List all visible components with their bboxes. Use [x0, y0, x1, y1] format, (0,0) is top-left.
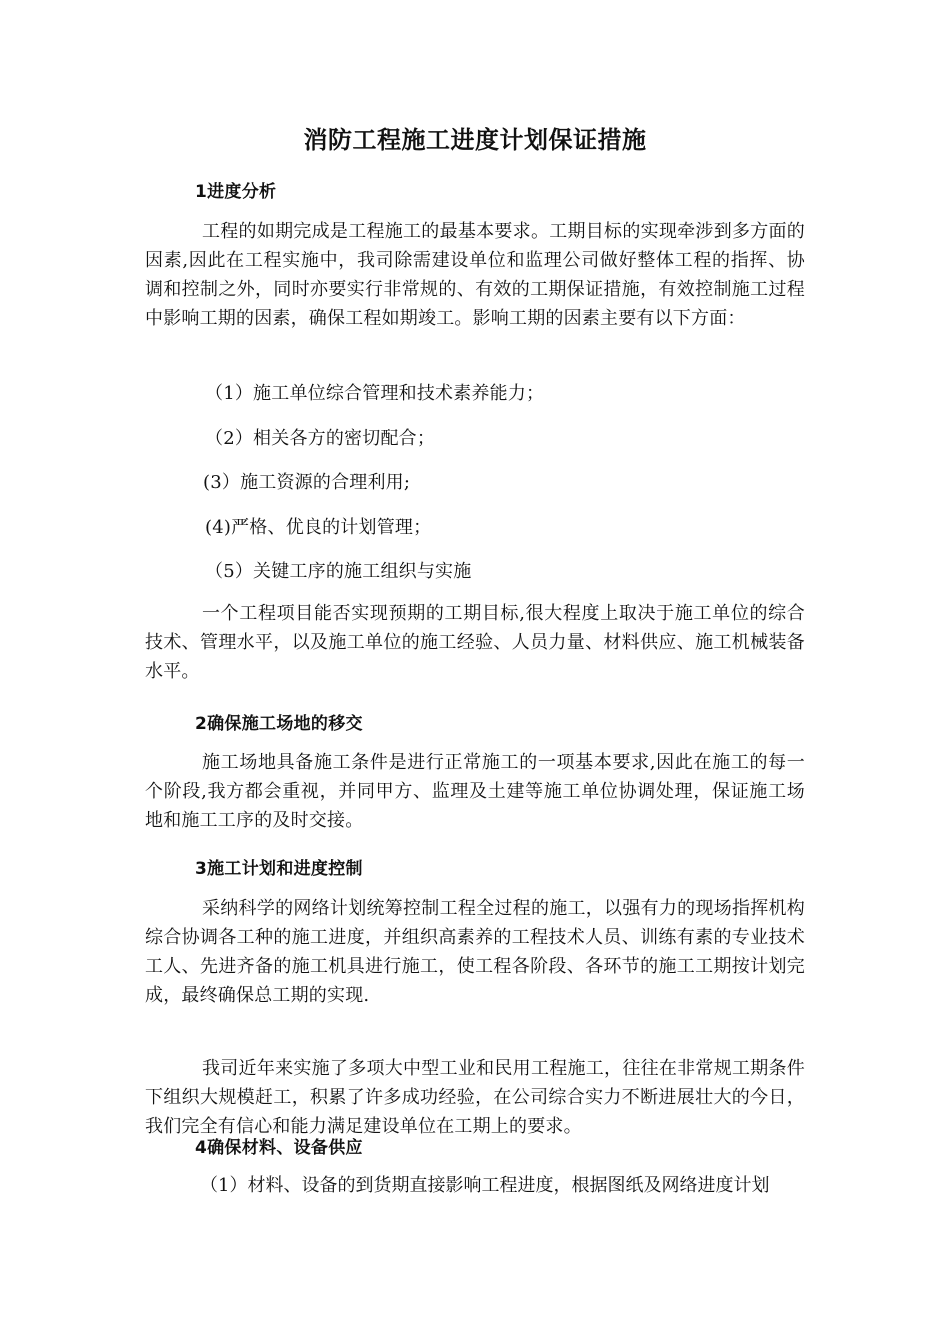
list-item: （2）相关各方的密切配合； [205, 428, 436, 449]
section-heading-2: 2确保施工场地的移交 [195, 714, 363, 734]
section-1-paragraph-2: 一个工程项目能否实现预期的工期目标,很大程度上取决于施工单位的综合技术、管理水平，以及施工单位的施工经验、人员力量、材料供应、施工机械装备水平。 [145, 603, 805, 682]
section-3-paragraph-1: 采纳科学的网络计划统筹控制工程全过程的施工，以强有力的现场指挥机构综合协调各工种的施工进度，并组织高素养的工程技术人员、训练有素的专业技术工人、先进齐备的施工机具进行施工，使工程各阶段、各环节的施工工期按计划完成，最终确保总工期的实现. [145, 898, 805, 1006]
section-2-paragraph-1: 施工场地具备施工条件是进行正常施工的一项基本要求,因此在施工的每一个阶段,我方都会重视，并同甲方、监理及土建等施工单位协调处理，保证施工场地和施工工序的及时交接。 [145, 752, 805, 831]
document-title: 消防工程施工进度计划保证措施 [303, 126, 647, 154]
section-3-paragraph-2: 我司近年来实施了多项大中型工业和民用工程施工，往往在非常规工期条件下组织大规模赶工，积累了许多成功经验，在公司综合实力不断进展壮大的今日，我们完全有信心和能力满足建设单位在工期上的要求。 [145, 1058, 805, 1137]
list-item: (3）施工资源的合理利用; [203, 472, 411, 493]
section-1-paragraph-1: 工程的如期完成是工程施工的最基本要求。工期目标的实现牵涉到多方面的因素,因此在工程实施中，我司除需建设单位和监理公司做好整体工程的指挥、协调和控制之外，同时亦要实行非常规的、有效的工期保证措施，有效控制施工过程中影响工期的因素，确保工程如期竣工。影响工期的因素主要有以下方面： [145, 221, 805, 329]
list-item: (4)严格、优良的计划管理； [205, 517, 432, 538]
section-heading-4: 4确保材料、设备供应 [195, 1138, 363, 1158]
section-heading-3: 3施工计划和进度控制 [195, 859, 363, 879]
list-item: （1）材料、设备的到货期直接影响工程进度，根据图纸及网络进度计划 [200, 1175, 770, 1196]
list-item: （5）关键工序的施工组织与实施 [205, 561, 472, 582]
section-heading-1: 1进度分析 [195, 182, 277, 202]
list-item: （1）施工单位综合管理和技术素养能力； [205, 383, 545, 404]
